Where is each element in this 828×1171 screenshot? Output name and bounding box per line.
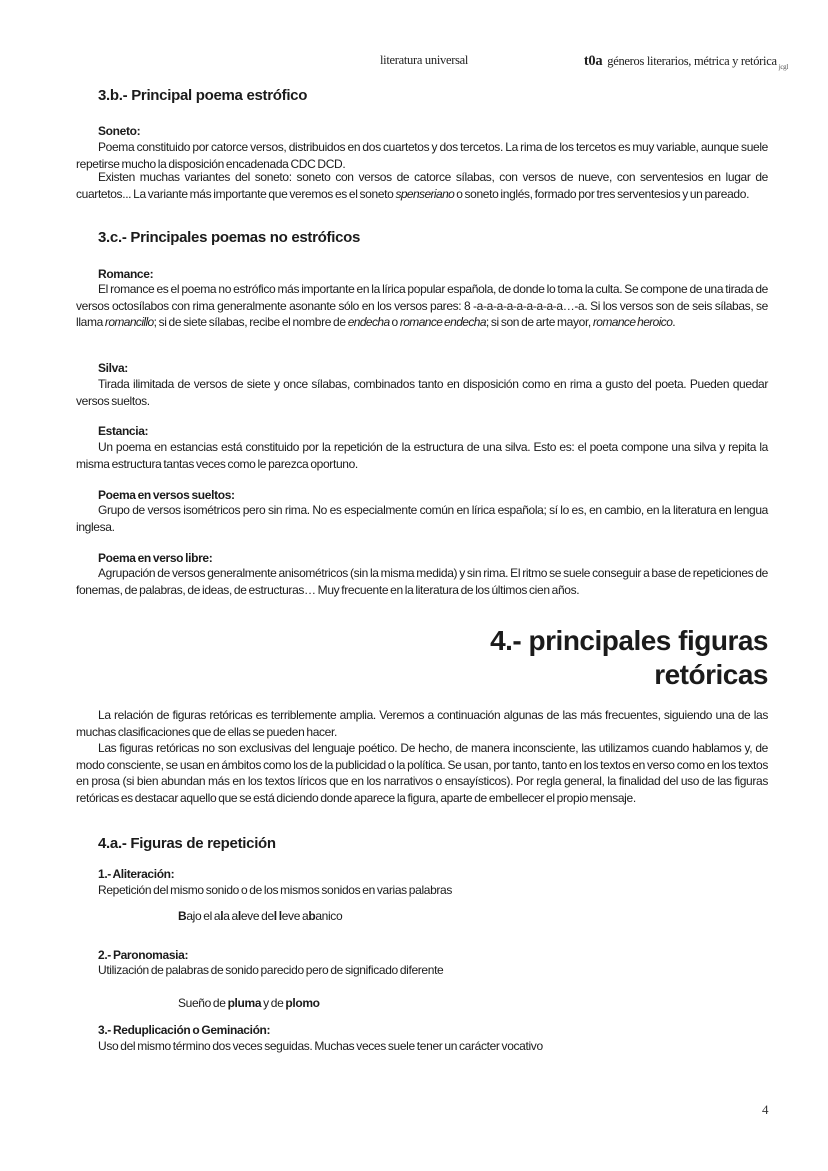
section-heading-3c: 3.c.- Principales poemas no estróficos bbox=[98, 229, 361, 246]
figure-example-aliteracion: Bajo el ala aleve del leve abanico bbox=[178, 909, 343, 923]
section-heading-4a: 4.a.- Figuras de repetición bbox=[98, 835, 276, 852]
figure-title-reduplicacion: 3.- Reduplicación o Geminación: bbox=[98, 1023, 271, 1037]
section-heading-3b: 3.b.- Principal poema estrófico bbox=[98, 87, 308, 104]
figure-desc-aliteracion: Repetición del mismo sonido o de los mismos sonidos en varias palabras bbox=[98, 883, 453, 897]
figure-example-paronomasia: Sueño de pluma y de plomo bbox=[178, 996, 320, 1010]
paragraph-verso-libre: Agrupación de versos generalmente anisométricos (sin la misma medida) y sin rima. El ritmo se suele conseguir a base de repeticiones de fonemas, de palabras, de ideas, de estructuras… Muy frecuente en la literatura de los últimos cien años. bbox=[76, 566, 768, 597]
entry-title-romance: Romance: bbox=[98, 267, 154, 281]
entry-title-estancia: Estancia: bbox=[98, 424, 149, 438]
entry-title-silva: Silva: bbox=[98, 361, 128, 375]
paragraph-versos-sueltos: Grupo de versos isométricos pero sin rima. No es especialmente común en lírica española; sí lo es, en cambio, en la literatura en lengua inglesa. bbox=[76, 503, 768, 534]
header-course-title: literatura universal bbox=[380, 53, 469, 67]
entry-title-verso-libre: Poema en verso libre: bbox=[98, 551, 213, 565]
page-number: 4 bbox=[762, 1102, 769, 1117]
paragraph-soneto-2: Existen muchas variantes del soneto: soneto con versos de catorce sílabas, con versos de nueve, con serventesios en lugar de cuartetos... La variante más importante que veremos es el soneto spenseriano o soneto inglés, formado por tres serventesios y un pareado. bbox=[76, 170, 768, 201]
paragraph-soneto-1: Poema constituido por catorce versos, distribuidos en dos cuartetos y dos tercetos. La rima de los tercetos es muy variable, aunque suele repetirse mucho la disposición encadenada CDC DCD. bbox=[76, 140, 768, 171]
paragraph-intro-1: La relación de figuras retóricas es terriblemente amplia. Veremos a continuación algunas de las más frecuentes, siguiendo una de las muchas clasificaciones que de ellas se pueden hacer. bbox=[76, 708, 768, 739]
paragraph-intro-2: Las figuras retóricas no son exclusivas del lenguaje poético. De hecho, de manera inconsciente, las utilizamos cuando hablamos y, de modo consciente, se usan en ámbitos como los de la publicidad o la política. Se usan, por tanto, tanto en los textos en verso como en los textos en prosa (si bien abundan más en los textos líricos que en los narrativos o ensayísticos). Por regla general, la finalidad del uso de las figuras retóricas es destacar aquello que se está diciendo donde aparece la figura, aparte de embellecer el propio mensaje. bbox=[76, 741, 768, 805]
header-unit-code: t0a bbox=[583, 53, 603, 69]
entry-title-soneto: Soneto: bbox=[98, 124, 141, 138]
figure-desc-reduplicacion: Uso del mismo término dos veces seguidas. Muchas veces suele tener un carácter vocativo bbox=[98, 1039, 543, 1053]
figure-desc-paronomasia: Utilización de palabras de sonido parecido pero de significado diferente bbox=[98, 963, 444, 977]
header-unit-title bbox=[584, 53, 788, 71]
paragraph-estancia: Un poema en estancias está constituido por la repetición de la estructura de una silva. Esto es: el poeta compone una silva y repita la misma estructura tantas veces como le parezca oportuno. bbox=[76, 440, 768, 471]
chapter-heading-4-line2: retóricas bbox=[654, 659, 768, 690]
paragraph-silva: Tirada ilimitada de versos de siete y once sílabas, combinados tanto en disposición como en rima a gusto del poeta. Pueden quedar versos sueltos. bbox=[76, 377, 768, 408]
chapter-heading-4 bbox=[76, 624, 768, 692]
header-author-initials: jcgl bbox=[778, 62, 788, 71]
figure-title-aliteracion: 1.- Aliteración: bbox=[98, 867, 175, 881]
figure-title-paronomasia: 2.- Paronomasia: bbox=[98, 948, 189, 962]
chapter-heading-4-line1: 4.- principales figuras bbox=[490, 625, 768, 656]
paragraph-romance: El romance es el poema no estrófico más importante en la lírica popular española, de donde lo toma la culta. Se compone de una tirada de versos octosílabos con rima generalmente asonante sólo en los versos pares: 8 -a-a-a-a-a-a-a-a-a…-a. Si los versos son de seis sílabas, se llama romancillo; si de siete sílabas, recibe el nombre de endecha o romance endecha; si son de arte mayor, romance heroico. bbox=[76, 282, 768, 329]
header-unit-text: géneros literarios, métrica y retórica bbox=[607, 54, 777, 68]
entry-title-versos-sueltos: Poema en versos sueltos: bbox=[98, 488, 235, 502]
